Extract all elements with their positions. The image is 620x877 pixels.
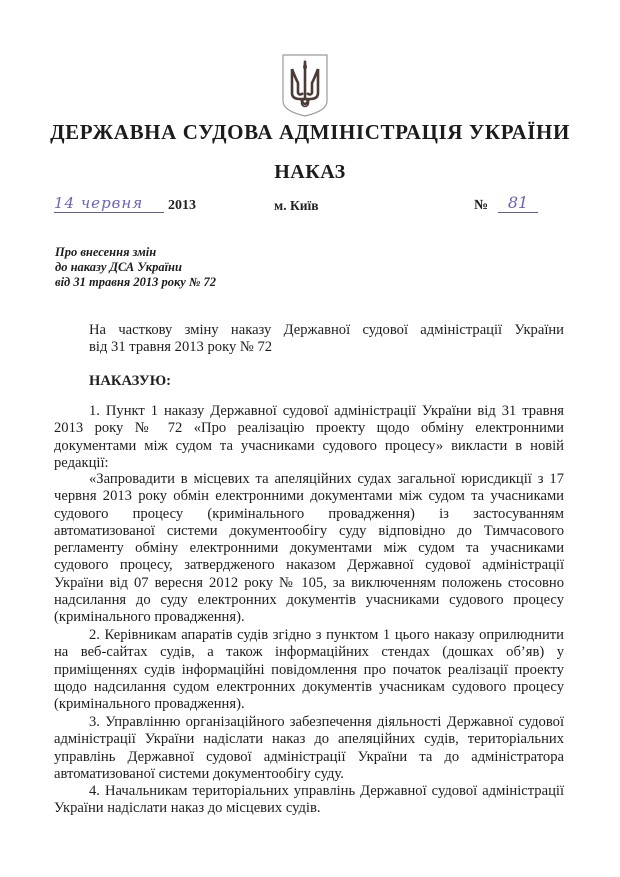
document-type-heading: НАКАЗ	[274, 161, 346, 183]
paragraph-4-text: 4. Начальникам територіальних управлінь Державної судової адміністрації України надіслати наказ до місцевих судів.	[54, 783, 564, 817]
subject-line: від 31 травня 2013 року № 72	[55, 275, 217, 289]
paragraph-1	[54, 403, 564, 472]
paragraph-1-quote	[54, 471, 564, 627]
organization-title: ДЕРЖАВНА СУДОВА АДМІНІСТРАЦІЯ УКРАЇНИ	[50, 120, 570, 144]
subject-block	[55, 245, 216, 290]
subject-line: Про внесення змін	[55, 245, 157, 259]
paragraph-3-text: 3. Управлінню організаційного забезпечення діяльності Державної судової адміністрації України надіслати наказ до апеляційних судів, територіальних управлінь Державної судової адміністрації України та до адміністратора автоматизованої системи документообігу суду.	[54, 714, 564, 782]
subject-line: до наказу ДСА України	[55, 260, 182, 274]
date-year: 2013	[168, 198, 196, 213]
paragraph-3	[54, 714, 564, 783]
paragraph-1-quote-text: «Запровадити в місцевих та апеляційних судах загальної юрисдикції з 17 червня 2013 року обмін електронними документами між судом та учасниками судового процесу (кримінального провадження) із застосуванням автоматизованої системи документообігу суду відповідно до Тимчасового регламенту обміну електронними документами між судом та учасниками судового процесу, затвердженого наказом Державної судової адміністрації України від 07 вересня 2012 року № 105, за виключенням положень стосовно надсилання до суду електронних документів учасниками судового процесу (кримінального провадження).	[54, 471, 564, 626]
handwritten-number: 81	[498, 193, 538, 213]
coat-of-arms-icon	[280, 53, 330, 117]
intro-paragraph	[54, 322, 564, 357]
number-label: №	[474, 198, 489, 213]
intro-line-2: від 31 травня 2013 року № 72	[89, 339, 273, 356]
handwritten-date: 14 червня	[54, 194, 164, 213]
order-word: НАКАЗУЮ:	[89, 373, 171, 389]
intro-line-1: На часткову зміну наказу Державної судової адміністрації України	[89, 322, 564, 338]
paragraph-1-text: 1. Пункт 1 наказу Державної судової адміністрації України від 31 травня 2013 року № 72 «Про реалізацію проекту щодо обміну електронними документами між судом та учасниками судового процесу» викласти в новій редакції:	[54, 403, 564, 471]
paragraph-4	[54, 783, 564, 818]
paragraph-2-text: 2. Керівникам апаратів судів згідно з пунктом 1 цього наказу оприлюднити на веб-сайтах судів, а також інформаційних стендах (дошках об’яв) у приміщеннях судів інформаційні повідомлення про початок реалізації проекту щодо надсилання судом електронних документів учасникам судового процесу (кримінального провадження).	[54, 627, 564, 713]
city: м. Київ	[274, 198, 319, 213]
document-meta-row	[54, 193, 574, 220]
paragraph-2	[54, 627, 564, 713]
